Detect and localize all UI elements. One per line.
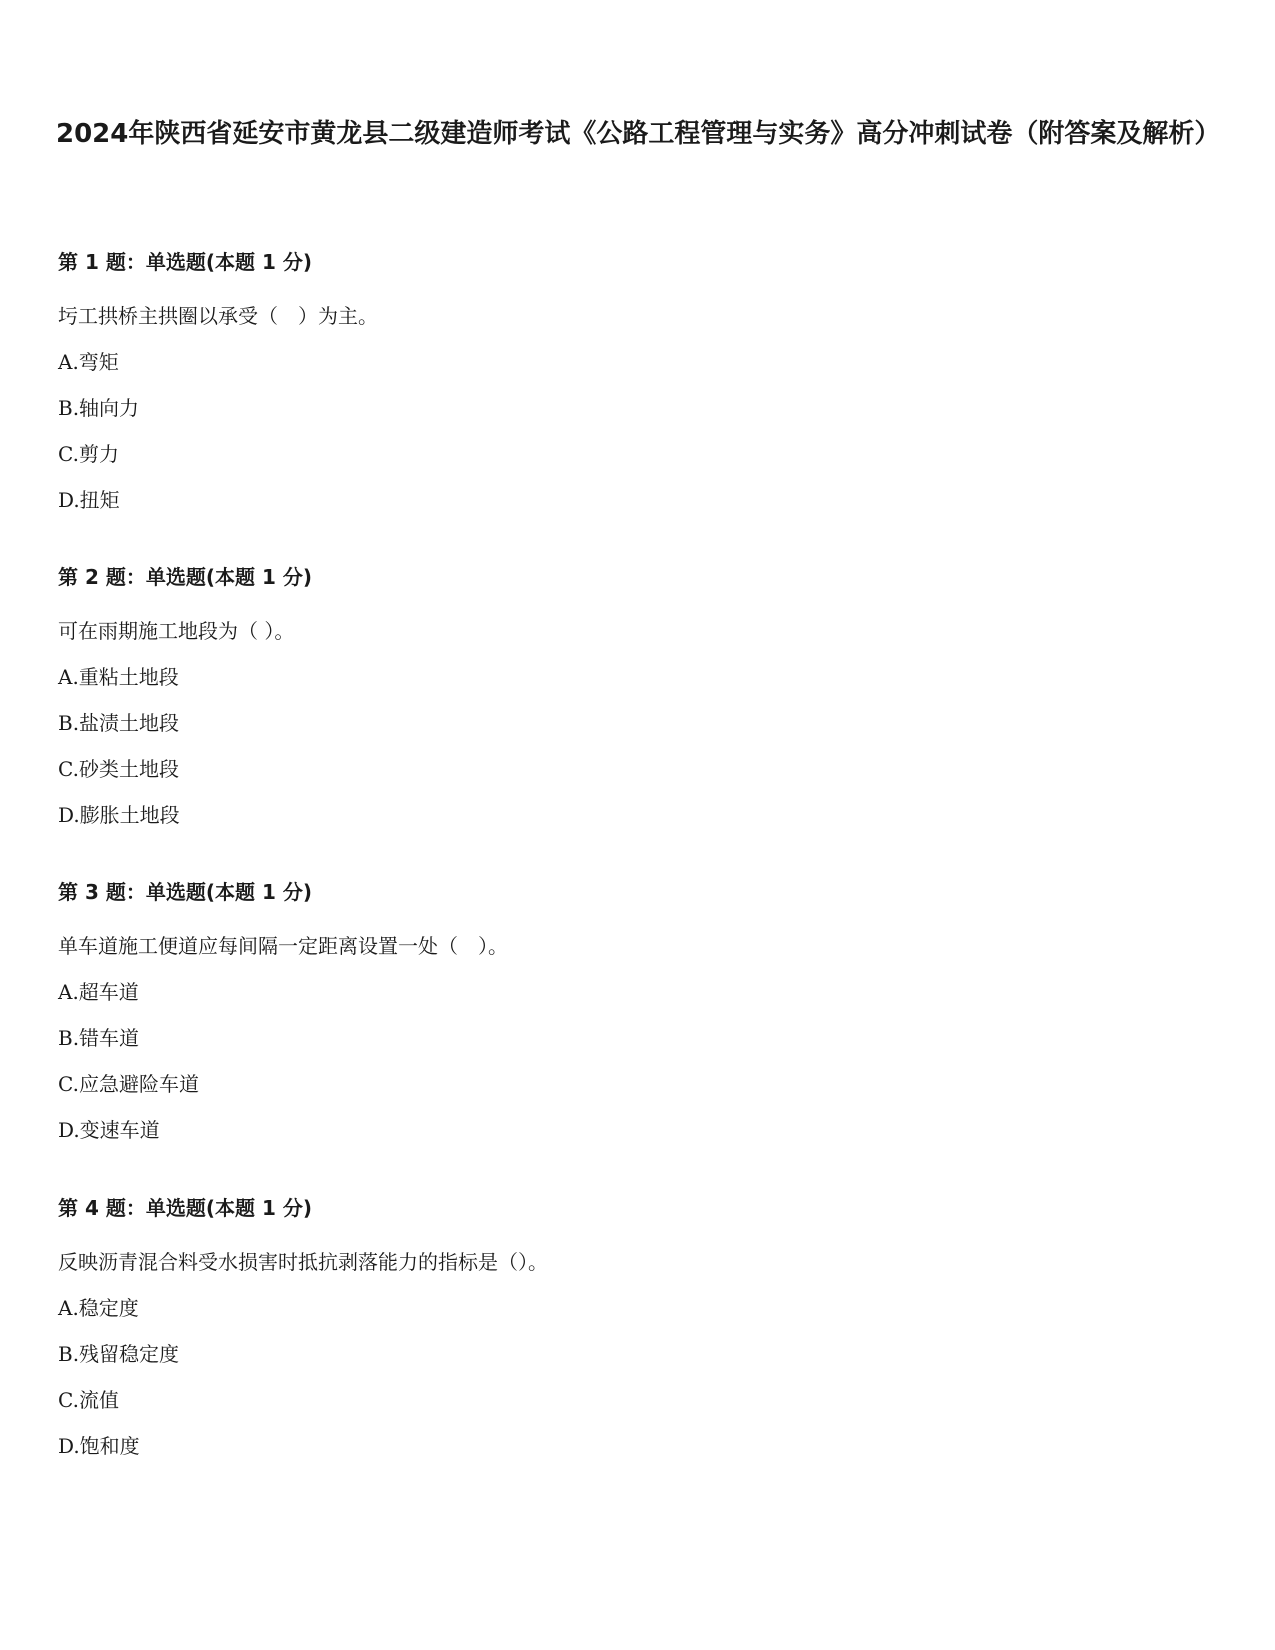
option-a: A.弯矩 — [58, 350, 119, 374]
option-d: D.膨胀土地段 — [58, 803, 180, 827]
question-header: 第 4 题：单选题(本题 1 分) — [58, 1196, 312, 1220]
option-c: C.砂类土地段 — [58, 757, 179, 781]
question-2 — [58, 563, 1208, 829]
option-c: C.剪力 — [58, 442, 119, 466]
option-b: B.盐渍土地段 — [58, 711, 180, 735]
question-stem: 可在雨期施工地段为（ ）。 — [58, 619, 295, 643]
option-d: D.饱和度 — [58, 1434, 140, 1458]
question-stem: 圬工拱桥主拱圈以承受（ ）为主。 — [58, 304, 378, 328]
question-4 — [58, 1194, 1208, 1460]
option-a: A.超车道 — [58, 980, 139, 1004]
option-c: C.流值 — [58, 1388, 119, 1412]
option-a: A.稳定度 — [58, 1296, 139, 1320]
option-b: B.错车道 — [58, 1026, 140, 1050]
option-b: B.轴向力 — [58, 396, 140, 420]
question-stem: 反映沥青混合料受水损害时抵抗剥落能力的指标是（）。 — [58, 1250, 548, 1274]
option-a: A.重粘土地段 — [58, 665, 179, 689]
document-title: 2024年陕西省延安市黄龙县二级建造师考试《公路工程管理与实务》高分冲刺试卷（附答案及解析） — [56, 119, 1221, 149]
option-b: B.残留稳定度 — [58, 1342, 180, 1366]
question-1 — [58, 248, 1208, 514]
question-header: 第 2 题：单选题(本题 1 分) — [58, 565, 312, 589]
option-c: C.应急避险车道 — [58, 1072, 199, 1096]
option-d: D.变速车道 — [58, 1118, 160, 1142]
question-header: 第 1 题：单选题(本题 1 分) — [58, 250, 312, 274]
question-header: 第 3 题：单选题(本题 1 分) — [58, 880, 312, 904]
question-stem: 单车道施工便道应每间隔一定距离设置一处（ ）。 — [58, 934, 508, 958]
option-d: D.扭矩 — [58, 488, 120, 512]
question-3 — [58, 878, 1208, 1144]
